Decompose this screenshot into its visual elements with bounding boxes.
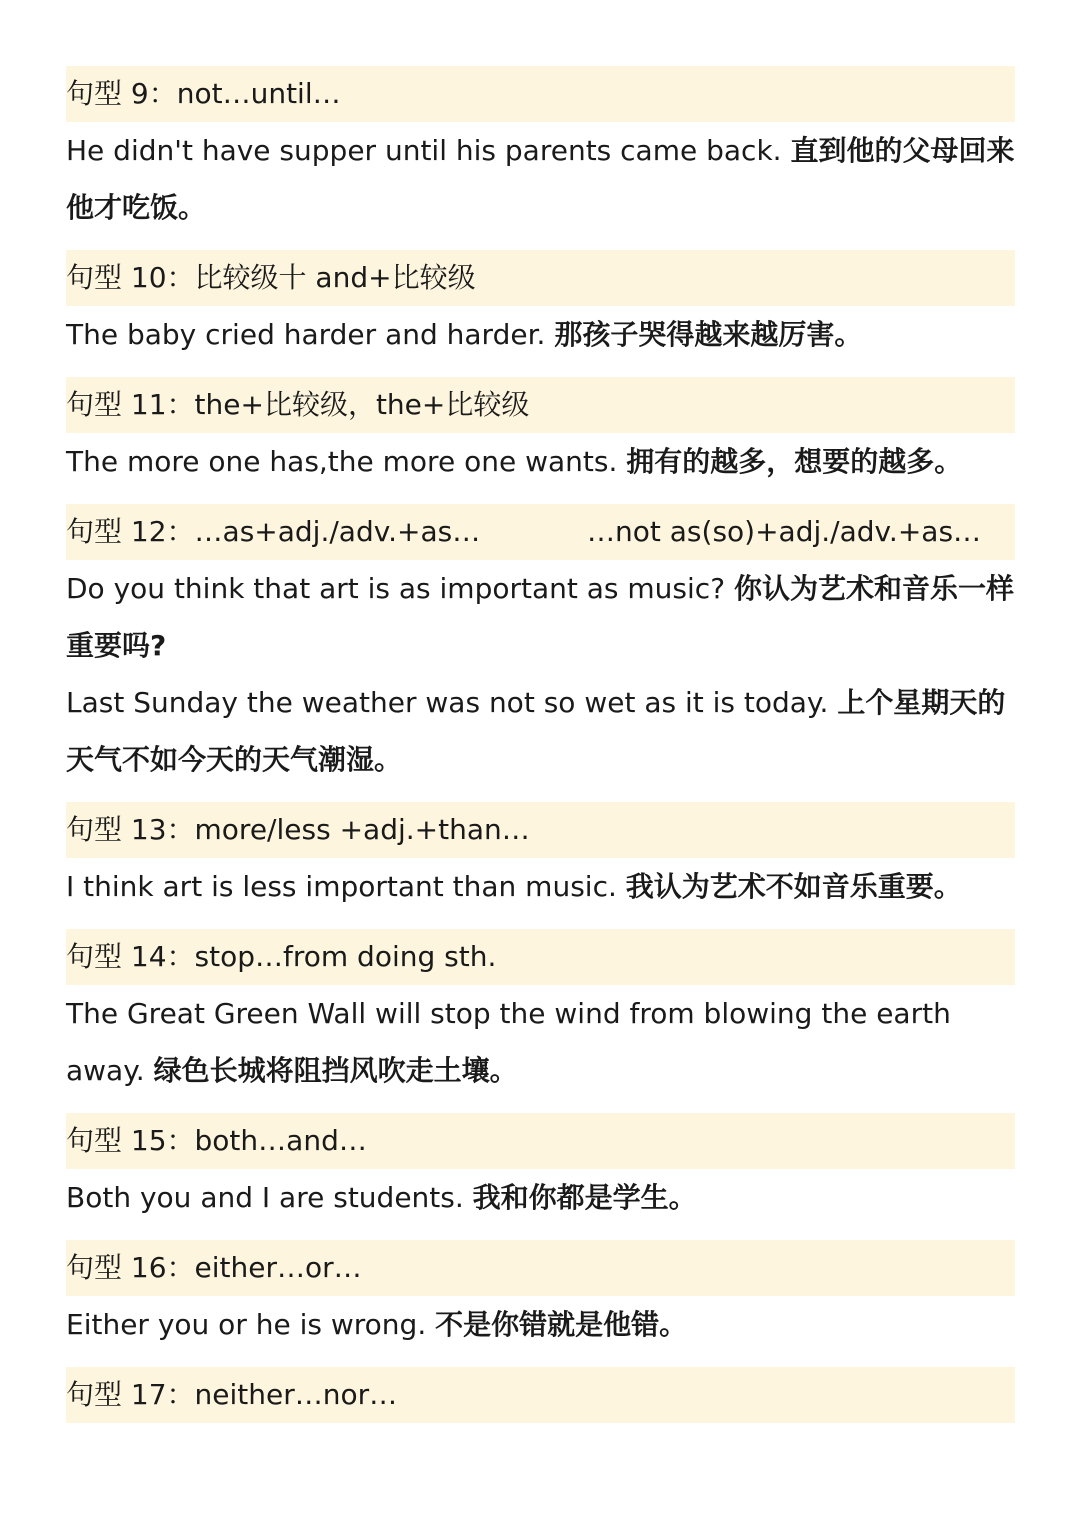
example-english: The more one has,the more one wants. [66, 445, 618, 478]
pattern-header-14: 句型 14：stop…from doing sth. [66, 929, 1015, 985]
example-sentence [66, 1296, 1026, 1353]
pattern-header-9: 句型 9：not…until… [66, 66, 1015, 122]
example-english: The Great Green Wall will stop the wind from blowing the earth away. [66, 997, 951, 1087]
pattern-header-11: 句型 11：the+比较级，the+比较级 [66, 377, 1015, 433]
example-chinese: 那孩子哭得越来越厉害。 [554, 318, 863, 351]
example-sentence [66, 560, 1026, 674]
example-sentence [66, 858, 1026, 915]
example-sentence [66, 306, 1026, 363]
example-chinese: 我认为艺术不如音乐重要。 [625, 870, 962, 903]
example-chinese: 我和你都是学生。 [472, 1181, 697, 1214]
pattern-header-16: 句型 16：either…or… [66, 1240, 1015, 1296]
example-chinese: 直到他的父母回来他才吃饭。 [66, 134, 1015, 224]
example-sentence [66, 985, 1026, 1099]
example-english: Either you or he is wrong. [66, 1308, 427, 1341]
example-english: The baby cried harder and harder. [66, 318, 546, 351]
example-chinese: 上个星期天的天气不如今天的天气潮湿。 [66, 686, 1006, 776]
example-sentence [66, 122, 1026, 236]
example-chinese: 拥有的越多，想要的越多。 [626, 445, 963, 478]
pattern-header-12: 句型 12：…as+adj./adv.+as… …not as(so)+adj./adv.+as… [66, 504, 1015, 560]
pattern-header-10: 句型 10：比较级十 and+比较级 [66, 250, 1015, 306]
pattern-header-13: 句型 13：more/less +adj.+than… [66, 802, 1015, 858]
example-chinese: 绿色长城将阻挡风吹走土壤。 [153, 1054, 518, 1087]
example-english: He didn't have supper until his parents came back. [66, 134, 782, 167]
example-english: Do you think that art is as important as music? [66, 572, 726, 605]
example-english: Last Sunday the weather was not so wet as it is today. [66, 686, 829, 719]
example-chinese: 你认为艺术和音乐一样重要吗? [66, 572, 1014, 662]
example-sentence [66, 433, 1026, 490]
example-english: I think art is less important than music. [66, 870, 617, 903]
document-page [66, 66, 1026, 1423]
example-chinese: 不是你错就是他错。 [435, 1308, 688, 1341]
example-sentence [66, 1169, 1026, 1226]
pattern-header-17: 句型 17：neither…nor… [66, 1367, 1015, 1423]
example-sentence [66, 674, 1026, 788]
pattern-header-15: 句型 15：both…and… [66, 1113, 1015, 1169]
example-english: Both you and I are students. [66, 1181, 464, 1214]
